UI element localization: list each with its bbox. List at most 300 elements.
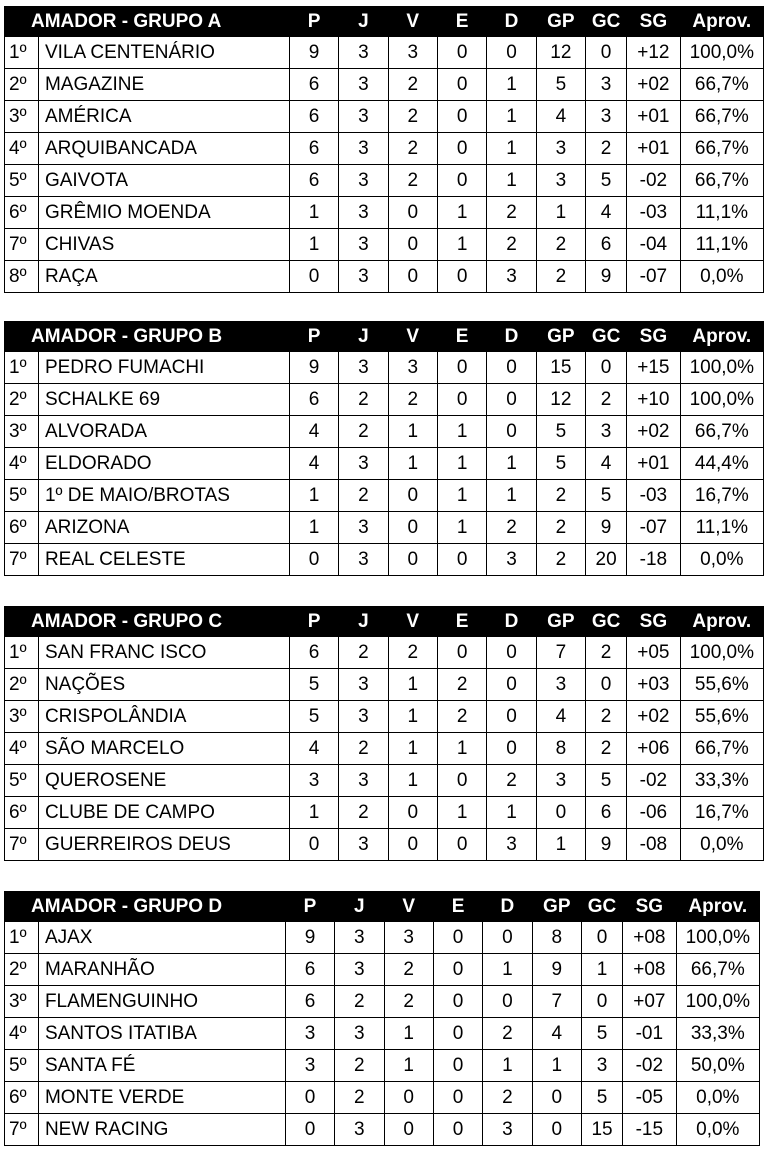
sg-cell: -03	[627, 480, 680, 512]
gc-cell: 3	[586, 416, 627, 448]
group-title	[5, 607, 290, 637]
group-d-table	[4, 891, 760, 1146]
d-cell: 0	[483, 986, 532, 1018]
d-cell: 1	[487, 480, 536, 512]
v-cell: 0	[388, 829, 437, 861]
e-cell: 0	[437, 544, 486, 576]
d-cell: 1	[483, 954, 532, 986]
p-cell: 4	[289, 416, 338, 448]
group-title-label: AMADOR - GRUPO D	[31, 895, 223, 917]
j-cell: 3	[339, 512, 388, 544]
sg-cell: +07	[623, 986, 676, 1018]
table-row	[5, 922, 760, 954]
sg-cell: -02	[627, 765, 680, 797]
gc-cell: 0	[586, 669, 627, 701]
v-cell: 1	[388, 701, 437, 733]
d-cell: 0	[487, 352, 536, 384]
column-header-v: V	[388, 7, 437, 37]
j-cell: 3	[339, 669, 388, 701]
gp-cell: 0	[536, 797, 585, 829]
position-cell: 2º	[5, 954, 39, 986]
sg-cell: +10	[627, 384, 680, 416]
aprov-cell: 100,0%	[680, 384, 763, 416]
position-cell: 6º	[5, 797, 39, 829]
d-cell: 0	[487, 701, 536, 733]
p-cell: 6	[289, 101, 338, 133]
v-cell: 1	[388, 448, 437, 480]
sg-cell: +03	[627, 669, 680, 701]
team-name-cell: VILA CENTENÁRIO	[38, 37, 289, 69]
table-row	[5, 1050, 760, 1082]
d-cell: 0	[487, 637, 536, 669]
position-cell: 1º	[5, 922, 39, 954]
j-cell: 3	[339, 229, 388, 261]
e-cell: 1	[437, 229, 486, 261]
column-header-e: E	[437, 7, 486, 37]
position-cell: 5º	[5, 165, 39, 197]
v-cell: 1	[388, 669, 437, 701]
v-cell: 2	[388, 133, 437, 165]
aprov-cell: 33,3%	[676, 1018, 759, 1050]
column-header-aprov: Aprov.	[680, 7, 763, 37]
column-header-sg: SG	[627, 322, 680, 352]
team-name-cell: GRÊMIO MOENDA	[38, 197, 289, 229]
header-row	[5, 7, 764, 37]
e-cell: 0	[433, 1082, 482, 1114]
position-cell: 4º	[5, 733, 39, 765]
d-cell: 3	[487, 544, 536, 576]
gp-cell: 2	[536, 544, 585, 576]
aprov-cell: 66,7%	[680, 101, 763, 133]
column-header-gp: GP	[536, 322, 585, 352]
column-header-d: D	[487, 322, 536, 352]
e-cell: 0	[437, 37, 486, 69]
group-title	[5, 7, 290, 37]
p-cell: 5	[289, 701, 338, 733]
v-cell: 1	[384, 1018, 433, 1050]
v-cell: 0	[388, 261, 437, 293]
gp-cell: 12	[536, 37, 585, 69]
aprov-cell: 100,0%	[680, 37, 763, 69]
gc-cell: 2	[586, 384, 627, 416]
table-row	[5, 986, 760, 1018]
column-header-e: E	[433, 892, 482, 922]
d-cell: 3	[487, 261, 536, 293]
e-cell: 0	[433, 954, 482, 986]
column-header-p: P	[289, 322, 338, 352]
gc-cell: 4	[586, 448, 627, 480]
table-row	[5, 261, 764, 293]
j-cell: 3	[339, 101, 388, 133]
column-header-d: D	[483, 892, 532, 922]
gp-cell: 4	[536, 701, 585, 733]
sg-cell: +02	[627, 69, 680, 101]
aprov-cell: 100,0%	[680, 352, 763, 384]
gc-cell: 0	[581, 986, 622, 1018]
d-cell: 0	[487, 416, 536, 448]
column-header-d: D	[487, 607, 536, 637]
position-cell: 4º	[5, 133, 39, 165]
e-cell: 0	[433, 1018, 482, 1050]
team-name-cell: AMÉRICA	[38, 101, 289, 133]
team-name-cell: CHIVAS	[38, 229, 289, 261]
v-cell: 0	[388, 512, 437, 544]
d-cell: 0	[487, 384, 536, 416]
position-cell: 3º	[5, 416, 39, 448]
group-title	[5, 322, 290, 352]
d-cell: 3	[487, 829, 536, 861]
gc-cell: 2	[586, 701, 627, 733]
v-cell: 3	[384, 922, 433, 954]
table-row	[5, 101, 764, 133]
j-cell: 2	[335, 1082, 384, 1114]
gp-cell: 2	[536, 229, 585, 261]
team-name-cell: FLAMENGUINHO	[38, 986, 285, 1018]
aprov-cell: 66,7%	[680, 416, 763, 448]
team-name-cell: ARQUIBANCADA	[38, 133, 289, 165]
position-cell: 3º	[5, 701, 39, 733]
position-cell: 6º	[5, 512, 39, 544]
sg-cell: +06	[627, 733, 680, 765]
d-cell: 2	[483, 1082, 532, 1114]
column-header-j: J	[339, 322, 388, 352]
gp-cell: 2	[536, 480, 585, 512]
d-cell: 2	[487, 512, 536, 544]
column-header-aprov: Aprov.	[680, 322, 763, 352]
aprov-cell: 16,7%	[680, 480, 763, 512]
team-name-cell: CRISPOLÂNDIA	[38, 701, 289, 733]
gc-cell: 0	[586, 352, 627, 384]
aprov-cell: 16,7%	[680, 797, 763, 829]
d-cell: 1	[487, 69, 536, 101]
team-name-cell: GUERREIROS DEUS	[38, 829, 289, 861]
table-row	[5, 1082, 760, 1114]
column-header-j: J	[335, 892, 384, 922]
column-header-p: P	[289, 7, 338, 37]
position-cell: 3º	[5, 101, 39, 133]
group-a-table	[4, 6, 764, 293]
gc-cell: 5	[586, 165, 627, 197]
group-title-label: AMADOR - GRUPO C	[31, 610, 223, 632]
position-cell: 1º	[5, 637, 39, 669]
p-cell: 6	[289, 133, 338, 165]
p-cell: 1	[289, 480, 338, 512]
position-cell: 5º	[5, 765, 39, 797]
e-cell: 0	[437, 133, 486, 165]
j-cell: 2	[339, 480, 388, 512]
gp-cell: 2	[536, 261, 585, 293]
p-cell: 6	[289, 165, 338, 197]
j-cell: 3	[339, 197, 388, 229]
gc-cell: 20	[586, 544, 627, 576]
j-cell: 2	[335, 1050, 384, 1082]
gp-cell: 2	[536, 512, 585, 544]
sg-cell: -07	[627, 261, 680, 293]
gp-cell: 3	[536, 765, 585, 797]
table-row	[5, 1018, 760, 1050]
p-cell: 0	[285, 1114, 334, 1146]
j-cell: 2	[339, 797, 388, 829]
sg-cell: -05	[623, 1082, 676, 1114]
position-cell: 7º	[5, 229, 39, 261]
d-cell: 3	[483, 1114, 532, 1146]
gp-cell: 0	[532, 1114, 581, 1146]
column-header-gp: GP	[532, 892, 581, 922]
v-cell: 2	[384, 954, 433, 986]
j-cell: 3	[335, 1018, 384, 1050]
gc-cell: 1	[581, 954, 622, 986]
aprov-cell: 100,0%	[676, 986, 759, 1018]
p-cell: 4	[289, 448, 338, 480]
v-cell: 3	[388, 37, 437, 69]
team-name-cell: ALVORADA	[38, 416, 289, 448]
p-cell: 6	[289, 637, 338, 669]
e-cell: 0	[437, 352, 486, 384]
position-cell: 6º	[5, 1082, 39, 1114]
column-header-p: P	[289, 607, 338, 637]
aprov-cell: 100,0%	[680, 637, 763, 669]
team-name-cell: MAGAZINE	[38, 69, 289, 101]
j-cell: 3	[339, 352, 388, 384]
position-cell: 4º	[5, 448, 39, 480]
team-name-cell: NEW RACING	[38, 1114, 285, 1146]
gc-cell: 6	[586, 229, 627, 261]
v-cell: 2	[388, 69, 437, 101]
j-cell: 3	[335, 922, 384, 954]
sg-cell: -01	[623, 1018, 676, 1050]
gc-cell: 3	[586, 101, 627, 133]
team-name-cell: REAL CELESTE	[38, 544, 289, 576]
j-cell: 3	[339, 69, 388, 101]
gc-cell: 3	[581, 1050, 622, 1082]
e-cell: 0	[437, 101, 486, 133]
column-header-gc: GC	[586, 322, 627, 352]
table-row	[5, 165, 764, 197]
group-title-label: AMADOR - GRUPO B	[31, 325, 223, 347]
aprov-cell: 0,0%	[680, 544, 763, 576]
gp-cell: 7	[532, 986, 581, 1018]
e-cell: 1	[437, 512, 486, 544]
column-header-gc: GC	[586, 607, 627, 637]
team-name-cell: SCHALKE 69	[38, 384, 289, 416]
gc-cell: 5	[586, 765, 627, 797]
column-header-gp: GP	[536, 7, 585, 37]
v-cell: 2	[384, 986, 433, 1018]
table-row	[5, 133, 764, 165]
d-cell: 2	[487, 765, 536, 797]
table-row	[5, 797, 764, 829]
gp-cell: 9	[532, 954, 581, 986]
p-cell: 3	[289, 765, 338, 797]
position-cell: 4º	[5, 1018, 39, 1050]
d-cell: 0	[487, 669, 536, 701]
gc-cell: 4	[586, 197, 627, 229]
table-row	[5, 480, 764, 512]
sg-cell: +12	[627, 37, 680, 69]
aprov-cell: 66,7%	[680, 69, 763, 101]
p-cell: 0	[289, 829, 338, 861]
position-cell: 5º	[5, 480, 39, 512]
e-cell: 0	[437, 829, 486, 861]
team-name-cell: RAÇA	[38, 261, 289, 293]
d-cell: 2	[483, 1018, 532, 1050]
column-header-gc: GC	[581, 892, 622, 922]
sg-cell: +01	[627, 133, 680, 165]
e-cell: 2	[437, 701, 486, 733]
gp-cell: 7	[536, 637, 585, 669]
gc-cell: 5	[586, 480, 627, 512]
j-cell: 3	[339, 701, 388, 733]
p-cell: 1	[289, 797, 338, 829]
gp-cell: 3	[536, 669, 585, 701]
p-cell: 3	[285, 1018, 334, 1050]
position-cell: 8º	[5, 261, 39, 293]
v-cell: 2	[388, 637, 437, 669]
aprov-cell: 33,3%	[680, 765, 763, 797]
aprov-cell: 50,0%	[676, 1050, 759, 1082]
team-name-cell: SANTOS ITATIBA	[38, 1018, 285, 1050]
v-cell: 1	[384, 1050, 433, 1082]
sg-cell: +05	[627, 637, 680, 669]
column-header-p: P	[285, 892, 334, 922]
position-cell: 7º	[5, 544, 39, 576]
p-cell: 5	[289, 669, 338, 701]
e-cell: 0	[433, 986, 482, 1018]
v-cell: 2	[388, 101, 437, 133]
group-title-label: AMADOR - GRUPO A	[31, 10, 222, 32]
p-cell: 1	[289, 197, 338, 229]
v-cell: 2	[388, 384, 437, 416]
column-header-sg: SG	[627, 607, 680, 637]
gp-cell: 4	[532, 1018, 581, 1050]
aprov-cell: 11,1%	[680, 229, 763, 261]
team-name-cell: SANTA FÉ	[38, 1050, 285, 1082]
team-name-cell: MONTE VERDE	[38, 1082, 285, 1114]
gp-cell: 1	[536, 197, 585, 229]
column-header-v: V	[388, 607, 437, 637]
team-name-cell: NAÇÕES	[38, 669, 289, 701]
d-cell: 1	[487, 797, 536, 829]
j-cell: 2	[339, 416, 388, 448]
d-cell: 1	[483, 1050, 532, 1082]
sg-cell: +01	[627, 448, 680, 480]
group-title	[5, 892, 286, 922]
p-cell: 9	[285, 922, 334, 954]
e-cell: 0	[433, 1050, 482, 1082]
j-cell: 3	[335, 1114, 384, 1146]
j-cell: 2	[339, 733, 388, 765]
table-row	[5, 954, 760, 986]
team-name-cell: ARIZONA	[38, 512, 289, 544]
header-row	[5, 892, 760, 922]
p-cell: 6	[289, 384, 338, 416]
e-cell: 1	[437, 416, 486, 448]
e-cell: 0	[433, 1114, 482, 1146]
team-name-cell: ELDORADO	[38, 448, 289, 480]
j-cell: 2	[339, 637, 388, 669]
table-row	[5, 197, 764, 229]
header-row	[5, 607, 764, 637]
table-row	[5, 69, 764, 101]
sg-cell: +02	[627, 416, 680, 448]
sg-cell: +08	[623, 922, 676, 954]
table-row	[5, 829, 764, 861]
gc-cell: 0	[581, 922, 622, 954]
v-cell: 1	[388, 765, 437, 797]
team-name-cell: 1º DE MAIO/BROTAS	[38, 480, 289, 512]
v-cell: 0	[388, 544, 437, 576]
table-row	[5, 384, 764, 416]
d-cell: 1	[487, 101, 536, 133]
group-c-table	[4, 606, 764, 861]
sg-cell: -04	[627, 229, 680, 261]
j-cell: 3	[335, 954, 384, 986]
gc-cell: 5	[581, 1082, 622, 1114]
position-cell: 2º	[5, 669, 39, 701]
table-row	[5, 416, 764, 448]
v-cell: 0	[388, 797, 437, 829]
position-cell: 3º	[5, 986, 39, 1018]
team-name-cell: MARANHÃO	[38, 954, 285, 986]
e-cell: 0	[437, 165, 486, 197]
d-cell: 0	[487, 733, 536, 765]
table-row	[5, 37, 764, 69]
position-cell: 7º	[5, 829, 39, 861]
team-name-cell: AJAX	[38, 922, 285, 954]
column-header-e: E	[437, 322, 486, 352]
gc-cell: 15	[581, 1114, 622, 1146]
sg-cell: +08	[623, 954, 676, 986]
aprov-cell: 55,6%	[680, 669, 763, 701]
gc-cell: 2	[586, 637, 627, 669]
group-b-table	[4, 321, 764, 576]
aprov-cell: 0,0%	[676, 1114, 759, 1146]
sg-cell: +15	[627, 352, 680, 384]
gc-cell: 9	[586, 512, 627, 544]
p-cell: 0	[285, 1082, 334, 1114]
table-row	[5, 512, 764, 544]
team-name-cell: PEDRO FUMACHI	[38, 352, 289, 384]
e-cell: 1	[437, 448, 486, 480]
gp-cell: 15	[536, 352, 585, 384]
e-cell: 0	[437, 69, 486, 101]
column-header-e: E	[437, 607, 486, 637]
e-cell: 0	[433, 922, 482, 954]
sg-cell: -07	[627, 512, 680, 544]
aprov-cell: 11,1%	[680, 197, 763, 229]
gp-cell: 12	[536, 384, 585, 416]
position-cell: 1º	[5, 37, 39, 69]
gp-cell: 4	[536, 101, 585, 133]
gc-cell: 5	[581, 1018, 622, 1050]
sg-cell: +02	[627, 701, 680, 733]
team-name-cell: SAN FRANC ISCO	[38, 637, 289, 669]
gc-cell: 9	[586, 829, 627, 861]
sg-cell: -06	[627, 797, 680, 829]
d-cell: 1	[487, 448, 536, 480]
d-cell: 0	[487, 37, 536, 69]
sg-cell: -15	[623, 1114, 676, 1146]
p-cell: 3	[285, 1050, 334, 1082]
column-header-gc: GC	[586, 7, 627, 37]
table-row	[5, 544, 764, 576]
e-cell: 2	[437, 669, 486, 701]
v-cell: 1	[388, 733, 437, 765]
position-cell: 1º	[5, 352, 39, 384]
position-cell: 7º	[5, 1114, 39, 1146]
p-cell: 6	[285, 954, 334, 986]
p-cell: 1	[289, 229, 338, 261]
